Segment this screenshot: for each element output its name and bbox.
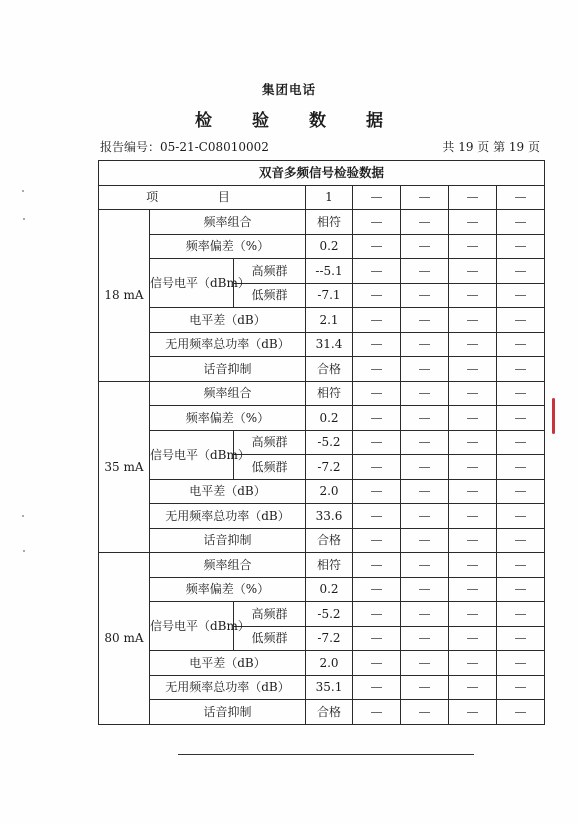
empty-column-dash: —	[353, 479, 401, 504]
empty-column-dash: —	[449, 185, 497, 210]
empty-column-dash: —	[401, 357, 449, 382]
empty-column-dash: —	[449, 626, 497, 651]
scan-speck	[23, 550, 25, 552]
empty-column-dash: —	[497, 259, 545, 284]
empty-column-dash: —	[497, 651, 545, 676]
speech-suppression-label: 话音抑制	[150, 700, 306, 725]
speech-suppression-label: 话音抑制	[150, 528, 306, 553]
table-row	[99, 259, 545, 284]
empty-column-dash: —	[353, 430, 401, 455]
header-row	[99, 185, 545, 210]
unwanted-power-label: 无用频率总功率（dB）	[150, 675, 306, 700]
empty-column-dash: —	[449, 553, 497, 578]
empty-column-dash: —	[449, 504, 497, 529]
empty-column-dash: —	[449, 675, 497, 700]
low-group-level-value: -7.2	[306, 455, 353, 480]
low-group-level-label: 低频群	[234, 283, 306, 308]
signal-level-label: 信号电平（dBm）	[150, 430, 234, 479]
empty-column-dash: —	[401, 700, 449, 725]
empty-column-dash: —	[497, 577, 545, 602]
signal-level-label: 信号电平（dBm）	[150, 602, 234, 651]
empty-column-dash: —	[449, 283, 497, 308]
empty-column-dash: —	[401, 504, 449, 529]
empty-column-dash: —	[353, 332, 401, 357]
table-row	[99, 234, 545, 259]
empty-column-dash: —	[401, 430, 449, 455]
empty-column-dash: —	[353, 577, 401, 602]
low-group-level-value: -7.1	[306, 283, 353, 308]
empty-column-dash: —	[401, 381, 449, 406]
freq-deviation-label: 频率偏差（%）	[150, 234, 306, 259]
table-caption: 双音多频信号检验数据	[99, 161, 545, 186]
empty-column-dash: —	[449, 700, 497, 725]
empty-column-dash: —	[497, 210, 545, 235]
empty-column-dash: —	[353, 700, 401, 725]
freq-combo-label: 频率组合	[150, 210, 306, 235]
item-header-label: 项 目	[146, 190, 258, 205]
freq-deviation-value: 0.2	[306, 406, 353, 431]
empty-column-dash: —	[353, 357, 401, 382]
freq-deviation-label: 频率偏差（%）	[150, 577, 306, 602]
empty-column-dash: —	[449, 406, 497, 431]
empty-column-dash: —	[497, 185, 545, 210]
table-row	[99, 602, 545, 627]
speech-suppression-value: 合格	[306, 528, 353, 553]
table-row	[99, 479, 545, 504]
empty-column-dash: —	[353, 602, 401, 627]
empty-column-dash: —	[353, 185, 401, 210]
empty-column-dash: —	[401, 651, 449, 676]
drive-current: 80 mA	[99, 553, 150, 725]
drive-current: 35 mA	[99, 381, 150, 553]
empty-column-dash: —	[497, 528, 545, 553]
table-row	[99, 651, 545, 676]
empty-column-dash: —	[353, 259, 401, 284]
freq-deviation-label: 频率偏差（%）	[150, 406, 306, 431]
title-char: 检	[195, 111, 212, 131]
empty-column-dash: —	[401, 479, 449, 504]
high-group-level-value: --5.1	[306, 259, 353, 284]
report-number: 报告编号：05-21-C08010002	[100, 140, 269, 154]
seal-edge-mark	[552, 398, 555, 434]
empty-column-dash: —	[449, 651, 497, 676]
empty-column-dash: —	[449, 528, 497, 553]
empty-column-dash: —	[353, 406, 401, 431]
empty-column-dash: —	[353, 381, 401, 406]
empty-column-dash: —	[353, 651, 401, 676]
empty-column-dash: —	[449, 479, 497, 504]
empty-column-dash: —	[497, 700, 545, 725]
empty-column-dash: —	[401, 308, 449, 333]
empty-column-dash: —	[401, 577, 449, 602]
table-row	[99, 210, 545, 235]
level-difference-value: 2.1	[306, 308, 353, 333]
empty-column-dash: —	[401, 210, 449, 235]
empty-column-dash: —	[401, 234, 449, 259]
freq-combo-value: 相符	[306, 381, 353, 406]
empty-column-dash: —	[497, 626, 545, 651]
table-row	[99, 504, 545, 529]
empty-column-dash: —	[353, 528, 401, 553]
empty-column-dash: —	[401, 283, 449, 308]
empty-column-dash: —	[353, 455, 401, 480]
freq-combo-value: 相符	[306, 210, 353, 235]
table-row	[99, 381, 545, 406]
empty-column-dash: —	[497, 332, 545, 357]
speech-suppression-value: 合格	[306, 700, 353, 725]
empty-column-dash: —	[497, 283, 545, 308]
freq-deviation-value: 0.2	[306, 234, 353, 259]
empty-column-dash: —	[497, 455, 545, 480]
empty-column-dash: —	[449, 430, 497, 455]
table-row	[99, 553, 545, 578]
empty-column-dash: —	[449, 455, 497, 480]
page-title	[0, 106, 578, 131]
unwanted-power-value: 35.1	[306, 675, 353, 700]
title-char: 据	[366, 111, 383, 131]
signal-level-label: 信号电平（dBm）	[150, 259, 234, 308]
caption-row	[99, 161, 545, 186]
level-difference-label: 电平差（dB）	[150, 651, 306, 676]
empty-column-dash: —	[353, 234, 401, 259]
empty-column-dash: —	[401, 406, 449, 431]
unwanted-power-value: 33.6	[306, 504, 353, 529]
empty-column-dash: —	[497, 234, 545, 259]
empty-column-dash: —	[353, 308, 401, 333]
empty-column-dash: —	[353, 283, 401, 308]
empty-column-dash: —	[497, 504, 545, 529]
empty-column-dash: —	[497, 553, 545, 578]
empty-column-dash: —	[497, 308, 545, 333]
high-group-level-label: 高频群	[234, 430, 306, 455]
empty-column-dash: —	[449, 332, 497, 357]
empty-column-dash: —	[401, 602, 449, 627]
empty-column-dash: —	[497, 602, 545, 627]
freq-combo-label: 频率组合	[150, 381, 306, 406]
empty-column-dash: —	[449, 308, 497, 333]
empty-column-dash: —	[449, 602, 497, 627]
level-difference-value: 2.0	[306, 479, 353, 504]
page-count: 共 19 页 第 19 页	[442, 140, 540, 154]
empty-column-dash: —	[449, 381, 497, 406]
table-row	[99, 675, 545, 700]
empty-column-dash: —	[449, 234, 497, 259]
speech-suppression-label: 话音抑制	[150, 357, 306, 382]
empty-column-dash: —	[497, 479, 545, 504]
organization-name: 集团电话	[261, 82, 316, 97]
table-row	[99, 332, 545, 357]
empty-column-dash: —	[449, 577, 497, 602]
low-group-level-label: 低频群	[234, 626, 306, 651]
report-info-line	[100, 138, 540, 155]
empty-column-dash: —	[401, 675, 449, 700]
table-row	[99, 577, 545, 602]
empty-column-dash: —	[401, 185, 449, 210]
level-difference-value: 2.0	[306, 651, 353, 676]
low-group-level-value: -7.2	[306, 626, 353, 651]
high-group-level-value: -5.2	[306, 602, 353, 627]
column-1-header: 1	[306, 185, 353, 210]
table-row	[99, 406, 545, 431]
freq-deviation-value: 0.2	[306, 577, 353, 602]
drive-current: 18 mA	[99, 210, 150, 382]
high-group-level-value: -5.2	[306, 430, 353, 455]
speech-suppression-value: 合格	[306, 357, 353, 382]
high-group-level-label: 高频群	[234, 259, 306, 284]
empty-column-dash: —	[353, 210, 401, 235]
empty-column-dash: —	[401, 553, 449, 578]
empty-column-dash: —	[497, 406, 545, 431]
empty-column-dash: —	[353, 553, 401, 578]
empty-column-dash: —	[449, 357, 497, 382]
table-row	[99, 430, 545, 455]
empty-column-dash: —	[401, 626, 449, 651]
table-row	[99, 357, 545, 382]
unwanted-power-label: 无用频率总功率（dB）	[150, 504, 306, 529]
empty-column-dash: —	[449, 210, 497, 235]
title-char: 验	[252, 111, 269, 131]
empty-column-dash: —	[353, 626, 401, 651]
table-row	[99, 308, 545, 333]
item-header	[99, 185, 306, 210]
freq-combo-value: 相符	[306, 553, 353, 578]
empty-column-dash: —	[353, 675, 401, 700]
footer-rule	[178, 754, 474, 755]
scan-speck	[22, 515, 24, 517]
empty-column-dash: —	[449, 259, 497, 284]
unwanted-power-label: 无用频率总功率（dB）	[150, 332, 306, 357]
freq-combo-label: 频率组合	[150, 553, 306, 578]
high-group-level-label: 高频群	[234, 602, 306, 627]
empty-column-dash: —	[353, 504, 401, 529]
title-char: 数	[309, 111, 326, 131]
scan-speck	[23, 218, 25, 220]
empty-column-dash: —	[401, 332, 449, 357]
empty-column-dash: —	[497, 675, 545, 700]
unwanted-power-value: 31.4	[306, 332, 353, 357]
dtmf-test-table	[98, 160, 545, 725]
scan-speck	[22, 190, 24, 192]
empty-column-dash: —	[401, 455, 449, 480]
empty-column-dash: —	[401, 259, 449, 284]
level-difference-label: 电平差（dB）	[150, 308, 306, 333]
empty-column-dash: —	[497, 381, 545, 406]
low-group-level-label: 低频群	[234, 455, 306, 480]
table-row	[99, 528, 545, 553]
empty-column-dash: —	[497, 430, 545, 455]
empty-column-dash: —	[401, 528, 449, 553]
empty-column-dash: —	[497, 357, 545, 382]
table-row	[99, 700, 545, 725]
level-difference-label: 电平差（dB）	[150, 479, 306, 504]
